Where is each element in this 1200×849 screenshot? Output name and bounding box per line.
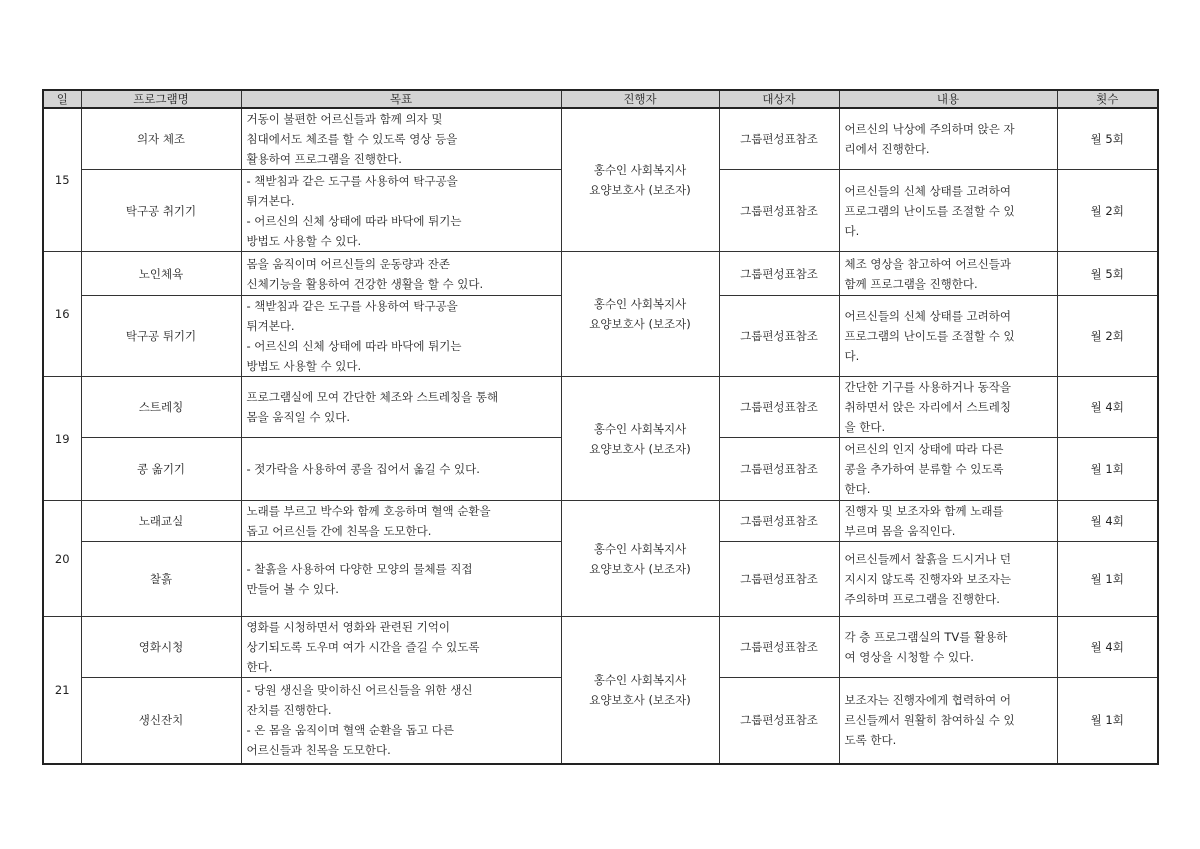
goal-cell: 영화를 시청하면서 영화와 관련된 기억이 상기되도록 도우며 여가 시간을 즐길 수 있도록 한다. — [241, 617, 561, 678]
table-row — [43, 501, 1158, 542]
program-schedule-table — [42, 89, 1159, 765]
count-cell: 월 5회 — [1057, 108, 1158, 170]
content-cell: 어르신들의 신체 상태를 고려하여 프로그램의 난이도를 조절할 수 있 다. — [839, 296, 1057, 377]
target-cell: 그룹편성표참조 — [719, 678, 839, 764]
table-row — [43, 377, 1158, 438]
leader-cell: 홍수인 사회복지사 요양보호사 (보조자) — [561, 108, 719, 252]
header-content: 내용 — [839, 90, 1057, 108]
goal-cell: - 찰흙을 사용하여 다양한 모양의 물체를 직접 만들어 볼 수 있다. — [241, 542, 561, 617]
count-cell: 월 1회 — [1057, 678, 1158, 764]
program-name-cell: 생신잔치 — [81, 678, 241, 764]
content-cell: 어르신의 낙상에 주의하며 앉은 자 리에서 진행한다. — [839, 108, 1057, 170]
content-cell: 어르신들의 신체 상태를 고려하여 프로그램의 난이도를 조절할 수 있 다. — [839, 170, 1057, 252]
target-cell: 그룹편성표참조 — [719, 438, 839, 501]
content-cell: 각 층 프로그램실의 TV를 활용하 여 영상을 시청할 수 있다. — [839, 617, 1057, 678]
content-cell: 체조 영상을 참고하여 어르신들과 함께 프로그램을 진행한다. — [839, 252, 1057, 296]
day-cell: 16 — [43, 252, 81, 377]
program-name-cell: 탁구공 취기기 — [81, 170, 241, 252]
goal-cell: - 책받침과 같은 도구를 사용하여 탁구공을 튀겨본다. - 어르신의 신체 상태에 따라 바닥에 튀기는 방법도 사용할 수 있다. — [241, 170, 561, 252]
program-name-cell: 찰흙 — [81, 542, 241, 617]
content-cell: 어르신들께서 찰흙을 드시거나 던 지시지 않도록 진행자와 보조자는 주의하며 프로그램을 진행한다. — [839, 542, 1057, 617]
day-cell: 15 — [43, 108, 81, 252]
day-cell: 21 — [43, 617, 81, 764]
target-cell: 그룹편성표참조 — [719, 170, 839, 252]
header-goal: 목표 — [241, 90, 561, 108]
content-cell: 보조자는 진행자에게 협력하여 어 르신들께서 원활히 참여하실 수 있 도록 한다. — [839, 678, 1057, 764]
target-cell: 그룹편성표참조 — [719, 542, 839, 617]
goal-cell: - 당원 생신을 맞이하신 어르신들을 위한 생신 잔치를 진행한다. - 온 몸을 움직이며 혈액 순환을 돕고 다른 어르신들과 친목을 도모한다. — [241, 678, 561, 764]
content-cell: 간단한 기구를 사용하거나 동작을 취하면서 앉은 자리에서 스트레칭 을 한다. — [839, 377, 1057, 438]
count-cell: 월 4회 — [1057, 501, 1158, 542]
content-cell: 진행자 및 보조자와 함께 노래를 부르며 몸을 움직인다. — [839, 501, 1057, 542]
count-cell: 월 4회 — [1057, 377, 1158, 438]
goal-cell: 노래를 부르고 박수와 함께 호응하며 혈액 순환을 돕고 어르신들 간에 친목을 도모한다. — [241, 501, 561, 542]
count-cell: 월 2회 — [1057, 170, 1158, 252]
header-leader: 진행자 — [561, 90, 719, 108]
count-cell: 월 4회 — [1057, 617, 1158, 678]
count-cell: 월 1회 — [1057, 542, 1158, 617]
program-name-cell: 탁구공 튀기기 — [81, 296, 241, 377]
header-day: 일 — [43, 90, 81, 108]
program-name-cell: 의자 체조 — [81, 108, 241, 170]
leader-cell: 홍수인 사회복지사 요양보호사 (보조자) — [561, 252, 719, 377]
count-cell: 월 5회 — [1057, 252, 1158, 296]
header-program-name: 프로그램명 — [81, 90, 241, 108]
target-cell: 그룹편성표참조 — [719, 617, 839, 678]
leader-cell: 홍수인 사회복지사 요양보호사 (보조자) — [561, 377, 719, 501]
target-cell: 그룹편성표참조 — [719, 252, 839, 296]
goal-cell: - 젓가락을 사용하여 콩을 집어서 옮길 수 있다. — [241, 438, 561, 501]
header-target: 대상자 — [719, 90, 839, 108]
goal-cell: 거동이 불편한 어르신들과 함께 의자 및 침대에서도 체조를 할 수 있도록 영상 등을 활용하여 프로그램을 진행한다. — [241, 108, 561, 170]
target-cell: 그룹편성표참조 — [719, 377, 839, 438]
count-cell: 월 2회 — [1057, 296, 1158, 377]
day-cell: 19 — [43, 377, 81, 501]
target-cell: 그룹편성표참조 — [719, 501, 839, 542]
program-name-cell: 스트레칭 — [81, 377, 241, 438]
leader-cell: 홍수인 사회복지사 요양보호사 (보조자) — [561, 617, 719, 764]
header-count: 횟수 — [1057, 90, 1158, 108]
target-cell: 그룹편성표참조 — [719, 296, 839, 377]
table-row — [43, 617, 1158, 678]
table-row — [43, 108, 1158, 170]
target-cell: 그룹편성표참조 — [719, 108, 839, 170]
header-row — [43, 90, 1158, 108]
leader-cell: 홍수인 사회복지사 요양보호사 (보조자) — [561, 501, 719, 617]
count-cell: 월 1회 — [1057, 438, 1158, 501]
goal-cell: 프로그램실에 모여 간단한 체조와 스트레칭을 통해 몸을 움직일 수 있다. — [241, 377, 561, 438]
program-name-cell: 영화시청 — [81, 617, 241, 678]
day-cell: 20 — [43, 501, 81, 617]
goal-cell: - 책받침과 같은 도구를 사용하여 탁구공을 튀겨본다. - 어르신의 신체 상태에 따라 바닥에 튀기는 방법도 사용할 수 있다. — [241, 296, 561, 377]
goal-cell: 몸을 움직이며 어르신들의 운동량과 잔존 신체기능을 활용하여 건강한 생활을 할 수 있다. — [241, 252, 561, 296]
table-row — [43, 252, 1158, 296]
content-cell: 어르신의 인지 상태에 따라 다른 콩을 추가하여 분류할 수 있도록 한다. — [839, 438, 1057, 501]
program-name-cell: 노인체육 — [81, 252, 241, 296]
program-name-cell: 콩 옮기기 — [81, 438, 241, 501]
program-name-cell: 노래교실 — [81, 501, 241, 542]
